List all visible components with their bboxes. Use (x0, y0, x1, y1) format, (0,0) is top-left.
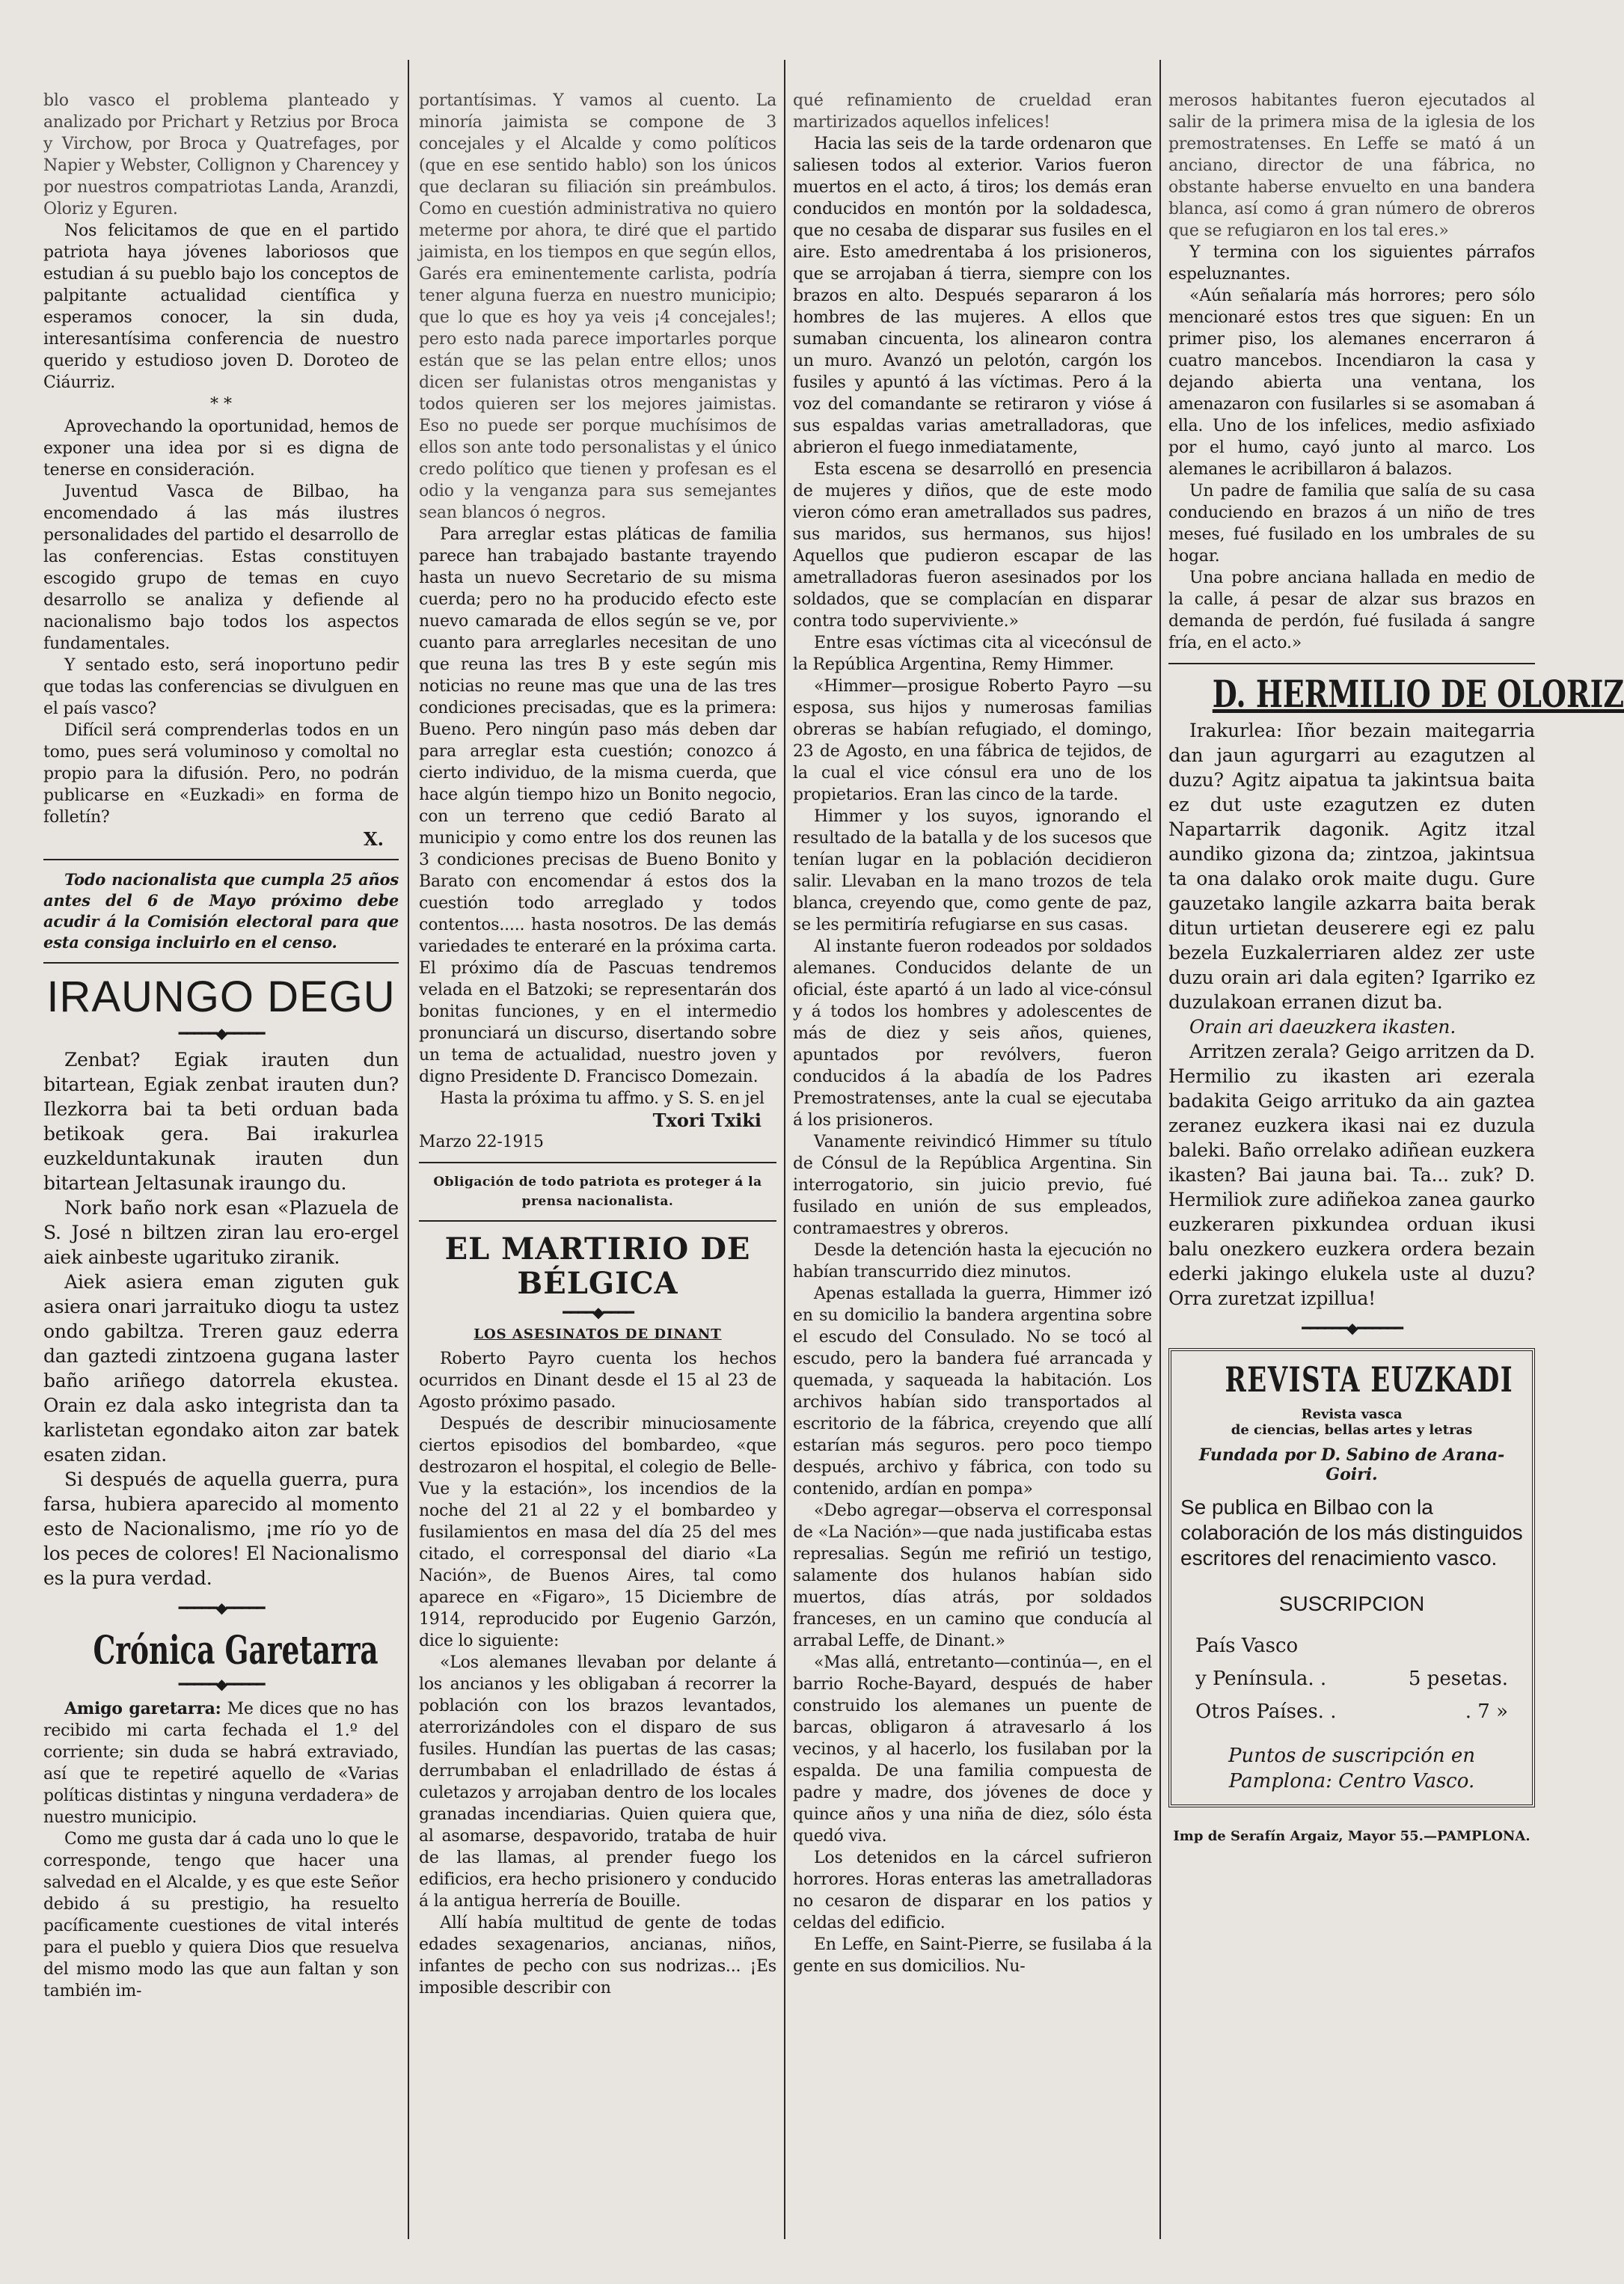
price-value: 5 pesetas. (1408, 1668, 1508, 1690)
paragraph: Nos felicitamos de que en el partido patriota haya jóvenes laboriosos que estudian á su pueblo bajo los conceptos de palpitante actualidad científica y esperamos conocer, la sin duda, interesantísima conferencia de nuestro querido y estudioso joven D. Doroteo de Ciáurriz. (43, 221, 399, 392)
ornament: ━━━━━━◆━━━━━━ (1302, 1319, 1402, 1337)
paragraph: Los detenidos en la cárcel sufrieron horrores. Horas enteras las ametralladoras no cesaron de disparar en los patios y celdas del edificio. (793, 1849, 1152, 1932)
divider (43, 859, 399, 860)
divider (43, 962, 399, 964)
headline: D. HERMILIO DE OLORIZ (1212, 672, 1624, 716)
paragraph: Después de describir minuciosamente ciertos episodios del bombardeo, «que destrozaron el hospital, el colegio de Belle-Vue y la estación», los incendios de la noche del 21 al 22 y el bombardeo y fusilamientos en masa del día 25 del mes citado, el corresponsal del diario «La Nación», de Buenos Aires, tal como aparece en «Figaro», 15 Diciembre de 1914, reproducido por Eugenio Garzón, dice lo siguiente: (419, 1415, 776, 1650)
paragraph: Y sentado esto, será inoportuno pedir que todas las conferencias se divulguen en el país vasco? (43, 656, 399, 718)
paragraph: Difícil será comprenderlas todos en un tomo, pues será voluminoso y comoltal no propio para la difusión. Pero, no podrán publicarse en «Euzkadi» en forma de folletín? (43, 721, 399, 827)
paragraph: Un padre de familia que salía de su casa conduciendo en brazos á un niño de tres meses, fué fusilado en los umbrales de su hogar. (1168, 482, 1535, 566)
paragraph: Apenas estallada la guerra, Himmer izó en su domicilio la bandera argentina sobre el escudo del Consulado. No se tocó al escudo, pero la bandera fué arrancada y quemada, y saqueada la habitación. Los archivos habían sido transportados al escritorio de la fábrica, creyendo que allí estarían más seguros. pero poco tiempo después, archivo y fábrica, con todo su contenido, ardían en pompa» (793, 1285, 1152, 1498)
paragraph: merosos habitantes fueron ejecutados al salir de la primera misa de la iglesia de los premostratenses. En Leffe se mató á un anciano, director de una fábrica, no obstante haberse envuelto en una bandera blanca, así como á gran número de obreros que se refugiaron en los tal eres.» (1168, 91, 1535, 240)
paragraph: Vanamente reivindicó Himmer su título de Cónsul de la República Argentina. Sin interrogatorio, sin juicio previo, fué fusilado en unión de sus empleados, contramaestres y obreros. (793, 1133, 1152, 1238)
paragraph: Y termina con los siguientes párrafos espeluznantes. (1168, 243, 1535, 284)
paragraph: portantísimas. Y vamos al cuento. La minoría jaimista se compone de 3 concejales y el Alcalde y como políticos (que en ese sentido hablo) son los únicos que declaran su filiación sin preámbulos. Como en cuestión administrativa no quiero meterme por ahora, te diré que el partido jaimista, en los tiempos en que según ellos, Garés era eminentemente carlista, podría tener alguna fuerza en nuestro municipio; que lo que es hoy ya veis ¡4 concejales!; pero esto nada parece importarles porque están que se las pelan entre ellos; unos dicen ser fulanistas otros menganistas y todos quieren ser los mejores jaimistas. Eso no puede ser porque muchísimos de ellos son ante todo personalistas y el único credo político que tienen y profesan es el odio y la venganza para sus semejantes sean blancos ó negros. (419, 91, 776, 522)
paragraph: Una pobre anciana hallada en medio de la calle, á pesar de alzar sus brazos en demanda de perdón, fué fusilada á sangre fría, en el acto.» (1168, 569, 1535, 652)
paragraph: Zenbat? Egiak irauten dun bitartean, Egiak zenbat irauten dun? Ilezkorra bai ta beti orduan bada betikoak gera. Bai irakurlea euzkelduntakunak irauten dun bitartean Jeltasunak iraungo du. (43, 1049, 399, 1194)
signature: X. (364, 828, 384, 850)
paragraph: Como me gusta dar á cada uno lo que le corresponde, tengo que hacer una salvedad en el Alcalde, y es que este Señor debido á su prestigio, ha resuelto pacíficamente cuestiones de vital interés para el pueblo y quiera Dios que resuelva del mismo modo las que aun faltan y son también im- (43, 1830, 399, 2000)
divider (419, 1220, 776, 1222)
headline: Crónica Garetarra (93, 1628, 379, 1674)
column-3 (793, 90, 1152, 2262)
column-rule (1159, 60, 1161, 2239)
column-rule (784, 60, 785, 2239)
paragraph: «Himmer—prosigue Roberto Payro —su esposa, sus hijos y numerosas familias obreras se habían refugiado, el domingo, 23 de Agosto, en una fábrica de tejidos, de la cual el vice cónsul era uno de los propietarios. Eran las cinco de la tarde. (793, 677, 1152, 804)
paragraph: Hacia las seis de la tarde ordenaron que saliesen todos al exterior. Varios fueron muertos en el acto, á tiros; los demás eran conducidos en montón por la soldadesca, que no cesaba de disparar sus fusiles en el aire. Esto amedrentaba á los prisioneros, que se arrojaban á tierra, siempre con los brazos en alto. Después separaron á los hombres de las mujeres. A ellos que sumaban cincuenta, los alinearon contra un muro. Avanzó un pelotón, cargón los fusiles y apuntó á las víctimas. Pero á la voz del comandante se retiraron y vióse á sus espaldas varias ametralladoras, que abrieron el fuego inmediatamente, (793, 135, 1152, 457)
separator-stars: * * (210, 395, 232, 414)
ornament: ━━━━━◆━━━━━ (178, 1024, 264, 1042)
paragraph-text: Me dices que no has recibido mi carta fechada el 1.º del corriente; sin duda se habrá extraviado, así que te repetiré aquello de «Varias políticas distintas y ninguna verdadera» de nuestro municipio. (43, 1700, 399, 1827)
advertisement-box (1168, 1348, 1535, 1807)
paragraph: Juventud Vasca de Bilbao, ha encomendado á las más ilustres personalidades del partido el desarrollo de las conferencias. Estas constituyen escogido grupo de temas en cuyo desarrollo se analiza y defiende al nacionalismo bajo todos los aspectos fundamentales. (43, 483, 399, 653)
paragraph: En Leffe, en Saint-Pierre, se fusilaba á la gente en sus domicilios. Nu- (793, 1935, 1152, 1976)
price-label: y Península. . (1195, 1668, 1327, 1690)
price-row (1180, 1662, 1523, 1695)
paragraph: Desde la detención hasta la ejecución no habían transcurrido diez minutos. (793, 1241, 1152, 1282)
paragraph: Arritzen zerala? Geigo arritzen da D. Hermilio zu ikasten ari ezerala badakita Geigo arrituko da ain gaztea zeranez euzkera ikasi nai ez duzula baleki. Baño orrelako adiñean euzkera ikasten? Bai jauna bai. Ta... zuk? D. Hermiliok zure adiñekoa zanea gaurko euzkeraren pixkundea orduan ikusi balu onezkero euzkera ordera bezain ederki jakingo elukela uste al duzu? Orra zuretzat izpillua! (1168, 1041, 1535, 1309)
paragraph: Si después de aquella guerra, pura farsa, hubiera aparecido al momento esto de Nacionalismo, ¡me río yo de los peces de colores! El Nacionalismo es la pura verdad. (43, 1469, 399, 1589)
paragraph: blo vasco el problema planteado y analizado por Prichart y Retzius por Broca y Virchow, por Broca y Quatrefages, por Napier y Webster, Collignon y Charencey y por nuestros compatriotas Landa, Aranzdi, Oloriz y Eguren. (43, 91, 399, 218)
ornament: ━━━━◆━━━━ (563, 1303, 633, 1321)
paragraph: Nork baño nork esan «Plazuela de S. José n biltzen ziran lau ero-ergel aiek ainbeste ugarituko ziranik. (43, 1197, 399, 1268)
price-label: País Vasco (1195, 1635, 1299, 1657)
paragraph: «Aún señalaría más horrores; pero sólo mencionaré estos tres que siguen: En un primer piso, los alemanes encerraron á cuatro mancebos. Incendiaron la casa y dejando abierta una ventana, los amenazaron con fusilarles si se asomaban á ella. Uno de los infelices, medio asfixiado por el humo, cayó junto al marco. Los alemanes le acribillaron á balazos. (1168, 287, 1535, 479)
notice: Todo nacionalista que cumpla 25 años antes del 6 de Mayo próximo debe acudir á la Comisión electoral para que esta consiga incluirlo en el censo. (43, 870, 399, 952)
ad-subtitle: Revista vasca (1301, 1406, 1403, 1422)
paragraph: Himmer y los suyos, ignorando el resultado de la batalla y de los sucesos que tenían lugar en la población decidieron salir. Llevaban en la mano trozos de tela blanca, creyendo que, como gente de paz, se les permitiría refugiarse en sus casas. (793, 807, 1152, 934)
paragraph: qué refinamiento de crueldad eran martirizados aquellos infelices! (793, 91, 1152, 132)
divider (1168, 663, 1535, 664)
ornament: ━━━━━◆━━━━━ (178, 1675, 264, 1693)
column-1 (43, 90, 399, 2262)
paragraph: Al instante fueron rodeados por soldados alemanes. Conducidos delante de un oficial, éste apartó á un lado al vice-cónsul y á todos los hombres y adolescentes de más de diez y seis años, quienes, apuntados por revólvers, fueron conducidos á la abadía de los Padres Premostratenses, ante la cual se ejecutaba á los prisioneros. (793, 937, 1152, 1130)
paragraph: Allí había multitud de gente de todas edades sexagenarios, ancianas, niños, infantes de pecho con sus nodrizas... ¡Es imposible describir con (419, 1914, 776, 1997)
paragraph: Esta escena se desarrolló en presencia de mujeres y diños, que de este modo vieron cómo eran ametrallados sus padres, sus maridos, sus hermanos, sus hijos! Aquellos que pudieron escapar de las ametralladoras fueron asesinados por los soldados, que se complacían en disparar contra todo superviviente.» (793, 460, 1152, 631)
paragraph: Hasta la próxima tu affmo. y S. S. en jel (440, 1089, 764, 1108)
price-row (1180, 1629, 1523, 1662)
dateline: Marzo 22-1915 (419, 1133, 544, 1151)
paragraph: «Debo agregar—observa el corresponsal de «La Nación»—que nada justificaba estas represalias. Según me refirió un testigo, salamente dos hulanos habían sido muertos, días atrás, por soldados franceses, en un camino que conducía al arrabal Leffe, de Dinant.» (793, 1501, 1152, 1650)
ad-points: Puntos de suscripción en Pamplona: Centro Vasco. (1228, 1745, 1476, 1792)
paragraph: «Los alemanes llevaban por delante á los ancianos y les obligaban á recorrer la población con los brazos levantados, aterrorizándoles con el disparo de sus fusiles. Hundían las puertas de las casas; derrumbaban el enladrillado de éstas á culetazos y arrojaban dentro de los locales granadas incendiarias. Quien quiera que, al asomarse, despavorido, trataba de huir de las llamas, al prender fuego los edificios, era hecho prisionero y conducido á la antigua herrería de Bouille. (419, 1653, 776, 1911)
column-rule (408, 60, 409, 2239)
printer-imprint: Imp de Serafín Argaiz, Mayor 55.—PAMPLONA. (1173, 1828, 1530, 1844)
signature: Txori Txiki (652, 1109, 762, 1131)
paragraph: Entre esas víctimas cita al vicecónsul de la República Argentina, Remy Himmer. (793, 634, 1152, 674)
subheadline: LOS ASESINATOS DE DINANT (474, 1326, 722, 1342)
paragraph: Para arreglar estas pláticas de familia parece han trabajado bastante trayendo hasta un nuevo Secretario de su misma cuerda; pero no ha producido efecto este nuevo camarada de ellos según se ve, por cuanto para arreglarles necesitan de uno que reuna las tres B y este según mis noticias no reune mas que una de las tres condiciones precisadas, que es la primera: Bueno. Pero ningún paso más deben dar para arreglar esta cuestión; conozco á cierto individuo, de la misma cuerda, que hace algún tiempo hizo un Bonito negocio, con un terreno que cedió Barato al municipio y como entre los dos reunen las 3 condiciones precisas de Bueno Bonito y Barato con encomendar á estos dos la cuestión todo arreglado y todos contentos..... hasta nosotros. De las demás variedades te enteraré en la próxima carta. El próximo día de Pascuas tendremos velada en el Batzoki; se representarán dos bonitas funciones, y en el intermedio pronunciará un discurso, disertando sobre un tema de actualidad, nuestro joven y digno Presidente D. Francisco Domezain. (419, 525, 776, 1086)
ad-description: Se publica en Bilbao con la colaboración de los más distinguidos escritores del renacimiento vasco. (1180, 1495, 1523, 1570)
price-value: . 7 » (1465, 1700, 1508, 1723)
ad-subscription-heading: SUSCRIPCION (1278, 1592, 1425, 1615)
paragraph: Orain ari daeuzkera ikasten. (1189, 1016, 1456, 1038)
paragraph: Irakurlea: Iñor bezain maitegarria dan jaun agurgarri au ezagutzen al duzu? Agitz aipatua ta jakintsua baita ez dut uste ezagutzen ez duten Napartarrik dagonik. Agitz itzal aundiko gizona da; zintzoa, jakintsua ta ona dalako orok maite dugu. Gure gauzetako langile azkarra baita berak ditun urtietan deuserere egi ez palu bezela Euzkalerriaren aldez zer uste duzu orain ari dala egiten? Igarriko ez duzulakoan erranen dizut ba. (1168, 720, 1535, 1013)
salutation: Amigo garetarra: (64, 1699, 221, 1718)
divider (419, 1162, 776, 1163)
ad-title: REVISTA EUZKADI (1225, 1359, 1514, 1400)
column-4 (1168, 90, 1624, 2262)
paragraph: Aprovechando la oportunidad, hemos de exponer una idea por si es digna de tenerse en consideración. (43, 417, 399, 480)
paragraph: Roberto Payro cuenta los hechos ocurridos en Dinant desde el 15 al 23 de Agosto próximo pasado. (419, 1350, 776, 1412)
paragraph: Aiek asiera eman ziguten guk asiera onari jarraituko diogu ta ustez ondo gabiltza. Treren gauz ederra dan gaztedi zintzoena guganа laster baño ariñego datorrela ekustea. Orain ez dala asko integrista dan ta karlistetan egondako aiton zar batek esaten zidan. (43, 1271, 399, 1466)
column-2 (419, 90, 776, 2262)
paragraph (43, 1698, 399, 1828)
ad-founder: Fundada por D. Sabino de Arana-Goiri. (1198, 1445, 1505, 1484)
price-row (1180, 1695, 1523, 1728)
notice: Obligación de todo patriota es proteger á la prensa nacionalista. (433, 1175, 762, 1209)
paragraph: «Mas allá, entretanto—continúa—, en el barrio Roche-Bayard, después de haber construido los alemanes un puente de barcas, obligaron á atravesarlo á los vecinos, y al hacerlo, los fusilaban por la espalda. De una familia compuesta de padre y madre, dos jóvenes de doce y quince años y una niña de diez, sólo ésta quedó viva. (793, 1653, 1152, 1846)
ornament: ━━━━━◆━━━━━ (178, 1599, 264, 1617)
headline: IRAUNGO DEGU (46, 973, 396, 1021)
ad-subtitle: de ciencias, bellas artes y letras (1231, 1422, 1473, 1438)
headline: EL MARTIRIO DE BÉLGICA (444, 1231, 751, 1301)
price-label: Otros Países. . (1195, 1700, 1337, 1723)
